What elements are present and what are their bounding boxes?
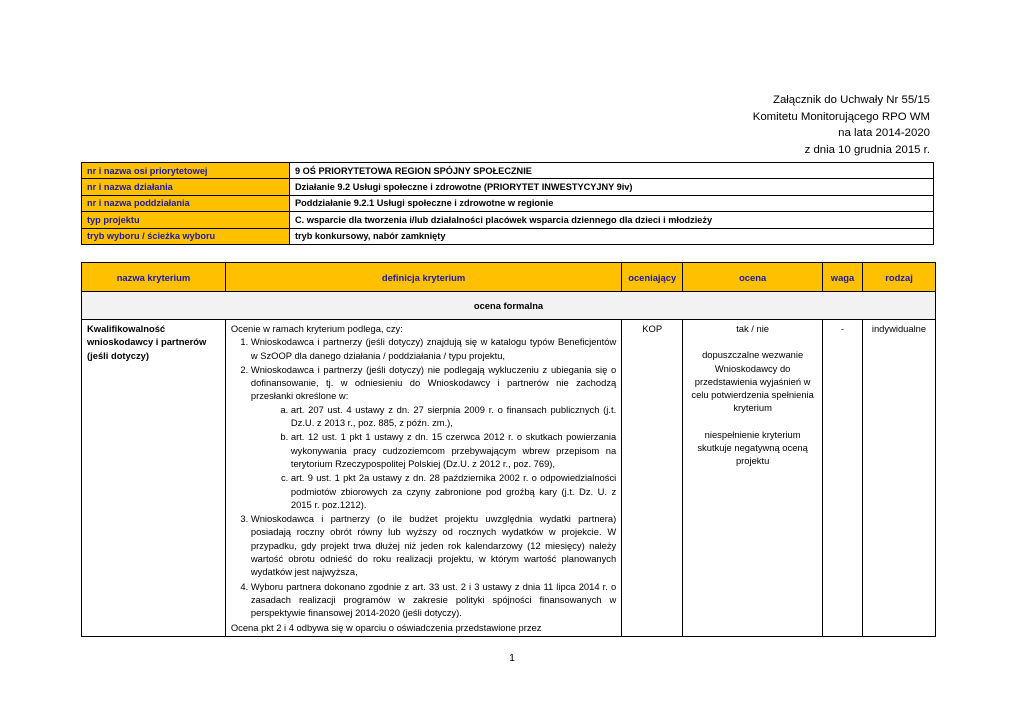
info-value: tryb konkursowy, nabór zamknięty: [290, 228, 934, 244]
info-value: Poddziałanie 9.2.1 Usługi społeczne i zdrowotne w regionie: [290, 195, 934, 211]
info-row-selection-mode: [82, 228, 934, 244]
header-line-committee: Komitetu Monitorującego RPO WM: [752, 110, 930, 123]
criterion-name-line: Kwalifikowalność: [87, 323, 166, 334]
rating-note-request: dopuszczalne wezwanie Wnioskodawcy do przedstawienia wyjaśnień w celu potwierdzenia spełnienia kryterium: [691, 349, 814, 414]
definition-item-text: Wnioskodawca i partnerzy (jeśli dotyczy) nie podlegają wykluczeniu z ubiegania się o dofinansowanie, tj. w odniesieniu do Wnioskodawcy i partnerów nie zachodzą przesłanki określone w:: [250, 363, 617, 402]
col-header-rating: ocena: [683, 263, 823, 292]
rating-main: tak / nie: [736, 323, 770, 334]
criterion-definition: [225, 320, 621, 637]
info-row-action: [82, 179, 934, 195]
definition-subitem: a. art. 207 ust. 4 ustawy z dn. 27 sierpnia 2009 r. o finansach publicznych (j.t. Dz.U. z 2013 r., poz. 885, z późn. zm.),: [291, 403, 616, 430]
criterion-name-line: wnioskodawcy i partnerów: [87, 336, 207, 348]
criterion-evaluator: KOP: [622, 320, 683, 637]
table-row: [82, 320, 936, 637]
definition-item: [251, 363, 616, 511]
definition-list: [231, 335, 616, 619]
info-value: 9 OŚ PRIORYTETOWA REGION SPÓJNY SPOŁECZNIE: [290, 163, 934, 179]
info-row-project-type: [82, 212, 934, 228]
col-header-name: nazwa kryterium: [82, 263, 226, 292]
col-header-definition: definicja kryterium: [225, 263, 621, 292]
info-row-axis: [82, 163, 934, 179]
definition-sublist: [251, 403, 616, 511]
rating-note-negative: niespełnienie kryterium skutkuje negatywną oceną projektu: [697, 428, 808, 467]
definition-outro: Ocena pkt 2 i 4 odbywa się w oparciu o oświadczenia przedstawione przez: [230, 621, 542, 633]
page-number: 1: [509, 652, 515, 664]
definition-item: 3. Wnioskodawca i partnerzy (o ile budżet projektu uwzględnia wydatki partnera) posiadają roczny obrót równy lub wyższy od rocznych wydatków w projekcie. W przypadku, gdy projekt trwa dłużej niż jeden rok kalendarzowy (12 miesięcy) należy wartość obrotu odnieść do roku realizacji projektu, w którym wartość planowanych wydatków jest najwyższa,: [251, 512, 616, 578]
section-row: [82, 292, 936, 320]
definition-intro: Ocenie w ramach kryterium podlega, czy:: [230, 323, 403, 334]
section-title: ocena formalna: [82, 292, 936, 320]
info-label: nr i nazwa działania: [82, 179, 290, 195]
project-info-table: [81, 162, 934, 245]
info-label: tryb wyboru / ścieżka wyboru: [82, 228, 290, 244]
definition-item: 4. Wyboru partnera dokonano zgodnie z art. 33 ust. 2 i 3 ustawy z dnia 11 lipca 2014 r. o zasadach realizacji programów w zakresie polityki spójności finansowanych w perspektywie finansowej 2014-2020 (jeśli dotyczy).: [251, 580, 616, 620]
col-header-weight: waga: [823, 263, 863, 292]
criterion-weight: -: [823, 320, 863, 637]
definition-item: 1. Wnioskodawca i partnerzy (jeśli dotyczy) znajdują się w katalogu typów Beneficjentów w SzOOP dla danego działania / poddziałania / typu projektu,: [251, 335, 616, 362]
criterion-rating: [683, 320, 823, 637]
header-line-date: z dnia 10 grudnia 2015 r.: [804, 143, 930, 156]
definition-subitem: c. art. 9 ust. 1 pkt 2a ustawy z dn. 28 października 2002 r. o odpowiedzialności podmiotów zbiorowych za czyny zabronione pod groźbą kary (j.t. Dz. U. z 2015 r. poz.1212).: [291, 471, 616, 511]
header-line-period: na lata 2014-2020: [838, 127, 930, 140]
definition-subitem: b. art. 12 ust. 1 pkt 1 ustawy z dn. 15 czerwca 2012 r. o skutkach powierzania wykonywania pracy cudzoziemcom przebywającym wbrew przepisom na terytorium Rzeczypospolitej Polskiej (Dz.U. z 2012 r., poz. 769),: [291, 430, 616, 470]
criteria-table: [81, 262, 936, 637]
criteria-header-row: [82, 263, 936, 292]
criterion-name-line: (jeśli dotyczy): [87, 349, 149, 361]
criterion-name: [82, 320, 226, 637]
col-header-type: rodzaj: [863, 263, 936, 292]
header-line-annex: Załącznik do Uchwały Nr 55/15: [772, 94, 930, 106]
info-label: nr i nazwa poddziałania: [82, 195, 290, 211]
col-header-evaluator: oceniający: [622, 263, 683, 292]
info-value: C. wsparcie dla tworzenia i/lub działalności placówek wsparcia dziennego dla dzieci i młodzieży: [290, 212, 934, 228]
info-label: nr i nazwa osi priorytetowej: [82, 163, 290, 179]
info-row-subaction: [82, 195, 934, 211]
info-label: typ projektu: [82, 212, 290, 228]
criterion-type: indywidualne: [863, 320, 936, 637]
document-header: [753, 92, 930, 158]
info-value: Działanie 9.2 Usługi społeczne i zdrowotne (PRIORYTET INWESTYCYJNY 9iv): [290, 179, 934, 195]
